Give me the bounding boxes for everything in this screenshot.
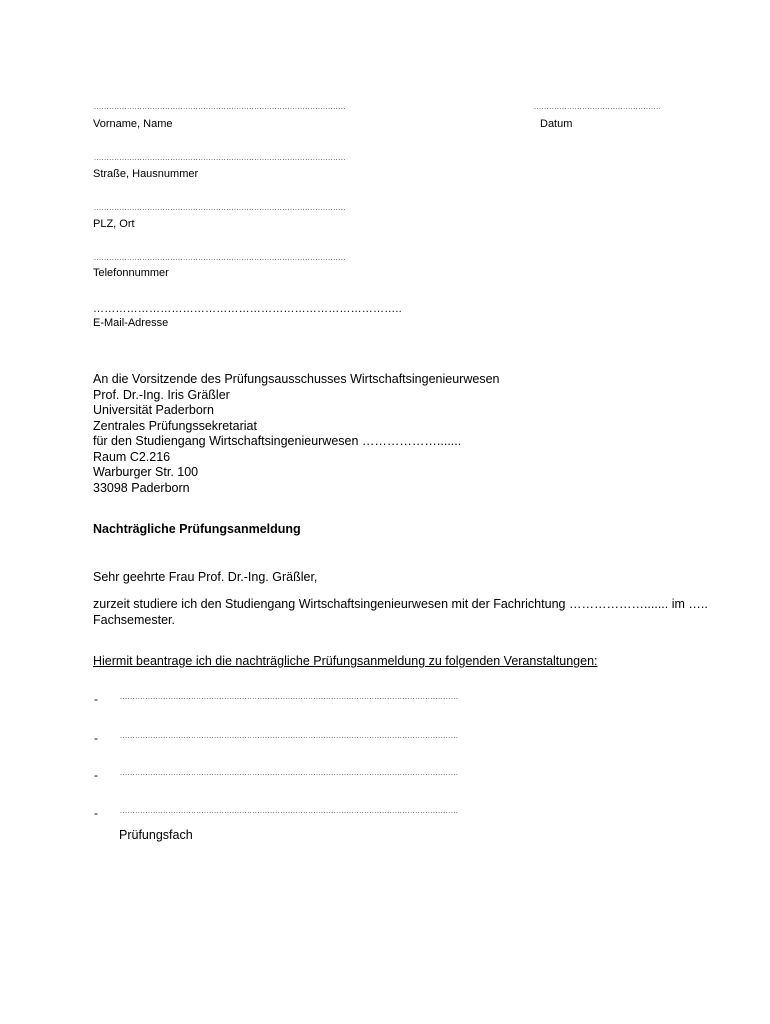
plz-field-line[interactable]: ................................................................................................... xyxy=(94,205,346,212)
body-line: zurzeit studiere ich den Studiengang Wirtschaftsingenieurwesen mit der Fachrichtung ………………....... im ….. xyxy=(93,597,708,611)
list-dash: - xyxy=(94,692,98,706)
exam-subject-line[interactable]: ..................................................................................................................................... xyxy=(120,770,459,777)
phone-field-line[interactable]: ................................................................................................... xyxy=(94,255,346,262)
salutation: Sehr geehrte Frau Prof. Dr.-Ing. Gräßler, xyxy=(93,570,318,584)
address-line: Zentrales Prüfungssekretariat xyxy=(93,418,257,433)
subject-heading: Nachträgliche Prüfungsanmeldung xyxy=(93,522,301,536)
list-dash: - xyxy=(94,731,98,745)
address-line: Universität Paderborn xyxy=(93,403,214,417)
date-field-line[interactable]: .................................................. xyxy=(534,104,662,111)
body-line: Fachsemester. xyxy=(93,613,175,627)
items-caption: Prüfungsfach xyxy=(119,828,193,842)
list-dash: - xyxy=(94,806,98,820)
list-dash: - xyxy=(94,768,98,782)
address-line: 33098 Paderborn xyxy=(93,480,190,495)
address-line: Raum C2.216 xyxy=(93,449,171,464)
email-field-line[interactable]: ……………………………………………………………………….. xyxy=(93,303,402,315)
street-field-line[interactable]: ................................................................................................... xyxy=(94,155,346,162)
address-line: Warburger Str. 100 xyxy=(93,465,199,479)
exam-subject-line[interactable]: ..................................................................................................................................... xyxy=(120,808,459,815)
exam-subject-line[interactable]: ..................................................................................................................................... xyxy=(120,733,459,740)
address-line: Prof. Dr.-Ing. Iris Gräßler xyxy=(93,387,230,402)
address-line: für den Studiengang Wirtschaftsingenieurwesen ………………....... xyxy=(93,434,462,448)
name-field-line[interactable]: ................................................................................................... xyxy=(94,104,346,111)
recipient-address xyxy=(93,372,499,496)
exam-subject-line[interactable]: ..................................................................................................................................... xyxy=(120,694,459,701)
email-field-label: E-Mail-Adresse xyxy=(93,317,169,329)
phone-field-label: Telefonnummer xyxy=(93,267,169,279)
address-line: An die Vorsitzende des Prüfungsausschusses Wirtschaftsingenieurwesen xyxy=(93,372,500,386)
street-field-label: Straße, Hausnummer xyxy=(93,168,199,180)
plz-field-label: PLZ, Ort xyxy=(93,218,135,230)
name-field-label: Vorname, Name xyxy=(93,118,173,130)
date-field-label: Datum xyxy=(540,118,573,130)
request-heading: Hiermit beantrage ich die nachträgliche Prüfungsanmeldung zu folgenden Veranstaltungen: xyxy=(93,654,598,668)
